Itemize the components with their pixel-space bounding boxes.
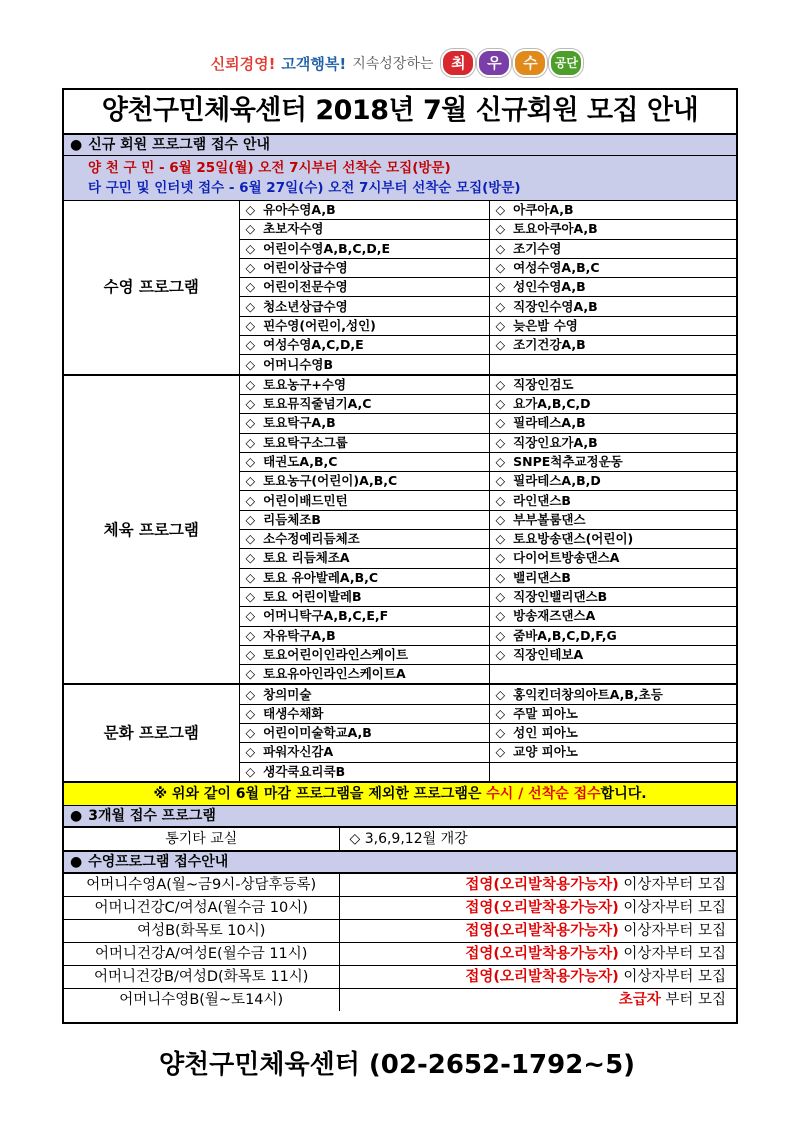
program-item <box>489 626 736 645</box>
diamond-icon: ◇ <box>495 550 506 566</box>
swim-class-name: 어머니건강B/여성D(화목토 11시) <box>64 965 339 988</box>
diamond-icon: ◇ <box>495 646 506 662</box>
diamond-icon: ◇ <box>245 396 256 412</box>
diamond-icon: ◇ <box>495 531 506 547</box>
table-row <box>64 896 736 919</box>
table-row <box>64 919 736 942</box>
slogan-part1: 신뢰경영! <box>210 54 276 73</box>
swim-requirement-level: 접영(오리발착용가능자) <box>465 876 619 893</box>
diamond-icon: ◇ <box>245 531 256 547</box>
program-item <box>489 336 736 355</box>
program-item-label: 여성수영A,B,C <box>513 260 600 276</box>
swim-requirement-suffix: 부터 모집 <box>660 991 726 1008</box>
section1-heading <box>64 135 736 156</box>
diamond-icon: ◇ <box>245 434 256 450</box>
swim-class-name: 어머니건강C/여성A(월수금 10시) <box>64 896 339 919</box>
program-item-label: 토요 리듬체조A <box>263 550 350 566</box>
program-item <box>489 239 736 258</box>
swim-requirement-suffix: 이상자부터 모집 <box>618 876 726 893</box>
program-item <box>239 762 489 781</box>
program-item <box>489 258 736 277</box>
swim-requirement <box>339 942 736 965</box>
swim-requirement-level: 접영(오리발착용가능자) <box>465 922 619 939</box>
program-item <box>239 316 489 335</box>
diamond-icon: ◇ <box>495 492 506 508</box>
program-item <box>239 278 489 297</box>
program-category: 문화 프로그램 <box>64 684 239 781</box>
program-item <box>489 549 736 568</box>
swim-requirement <box>339 919 736 942</box>
swim-requirement-level: 접영(오리발착용가능자) <box>465 945 619 962</box>
slogan-part2: 고객행복! <box>281 54 347 73</box>
diamond-icon: ◇ <box>495 454 506 469</box>
program-item <box>489 375 736 395</box>
program-item <box>489 297 736 316</box>
program-item <box>239 607 489 626</box>
program-item-label: 교양 피아노 <box>513 744 578 760</box>
program-item <box>489 220 736 239</box>
diamond-icon: ◇ <box>495 376 506 392</box>
program-item <box>489 665 736 685</box>
swim-registration-table <box>64 873 736 1011</box>
program-item <box>489 491 736 510</box>
program-item <box>489 510 736 529</box>
program-item <box>239 258 489 277</box>
page-title: 양천구민체육센터 2018년 7월 신규회원 모집 안내 <box>64 90 736 135</box>
diamond-icon: ◇ <box>245 725 256 741</box>
diamond-icon: ◇ <box>245 744 256 760</box>
program-item-label: 핀수영(어린이,성인) <box>263 317 376 333</box>
program-item-label: 창의미술 <box>263 686 312 702</box>
diamond-icon: ◇ <box>245 686 256 702</box>
program-item-label: 토요탁구A,B <box>263 415 336 431</box>
program-item <box>239 472 489 491</box>
diamond-icon: ◇ <box>245 260 256 276</box>
diamond-icon: ◇ <box>245 317 256 333</box>
program-item-label: 토요탁구소그룹 <box>263 434 348 450</box>
table-row <box>64 201 736 220</box>
swim-requirement <box>339 873 736 896</box>
program-item-label: SNPE척추교정운동 <box>513 454 623 469</box>
diamond-icon: ◇ <box>245 763 256 779</box>
program-item-label: 주말 피아노 <box>513 705 578 721</box>
program-item <box>489 724 736 743</box>
section3-heading <box>64 806 736 827</box>
diamond-icon: ◇ <box>495 473 506 489</box>
quarterly-program-name: 통기타 교실 <box>64 827 339 850</box>
program-item-label: 파워자신감A <box>263 744 334 760</box>
program-table <box>64 201 736 782</box>
bullet-icon: ● <box>70 807 83 824</box>
program-item <box>239 568 489 587</box>
table-row <box>64 873 736 896</box>
program-item-label: 직장인밸리댄스B <box>513 589 608 605</box>
table-row <box>64 827 736 850</box>
swim-class-name: 여성B(화목토 10시) <box>64 919 339 942</box>
program-item-label: 토요아쿠아A,B <box>513 221 598 237</box>
bullet-icon: ● <box>70 853 83 870</box>
program-item-label: 토요방송댄스(어린이) <box>513 531 634 547</box>
program-item-label: 요가A,B,C,D <box>513 396 591 412</box>
table-row <box>64 942 736 965</box>
program-item-label: 줌바A,B,C,D,F,G <box>513 627 617 643</box>
program-item <box>239 645 489 664</box>
section4-heading <box>64 851 736 873</box>
program-item <box>239 452 489 471</box>
table-row <box>64 375 736 395</box>
program-item <box>239 743 489 762</box>
program-item-label: 유아수영A,B <box>263 202 336 218</box>
diamond-icon: ◇ <box>245 569 256 585</box>
program-item <box>489 452 736 471</box>
program-item-label: 아쿠아A,B <box>513 202 574 218</box>
program-item <box>489 278 736 297</box>
swim-requirement-suffix: 이상자부터 모집 <box>618 922 726 939</box>
program-item-label: 조기수영 <box>513 240 562 256</box>
program-item-label: 어머니수영B <box>263 356 334 372</box>
program-item <box>239 433 489 452</box>
program-category: 수영 프로그램 <box>64 201 239 375</box>
program-item <box>239 201 489 220</box>
table-row <box>64 684 736 704</box>
swim-requirement <box>339 988 736 1011</box>
schedule-others: 타 구민 및 인터넷 접수 - 6월 27일(수) 오전 7시부터 선착순 모집(방문) <box>88 180 521 196</box>
diamond-icon: ◇ <box>245 202 256 218</box>
program-item-label: 어린이수영A,B,C,D,E <box>263 240 391 256</box>
swim-class-name: 어머니수영B(월~토14시) <box>64 988 339 1011</box>
program-item <box>489 414 736 433</box>
footer-contact: 양천구민체육센터 (02-2652-1792~5) <box>158 1050 636 1080</box>
program-item-label: 여성수영A,C,D,E <box>263 337 364 353</box>
diamond-icon: ◇ <box>495 337 506 353</box>
program-category: 체육 프로그램 <box>64 375 239 685</box>
diamond-icon: ◇ <box>245 240 256 256</box>
diamond-icon: ◇ <box>495 608 506 624</box>
program-item-label: 토요 유아발레A,B,C <box>263 569 379 585</box>
swim-requirement <box>339 965 736 988</box>
swim-class-name: 어머니건강A/여성E(월수금 11시) <box>64 942 339 965</box>
program-item-label: 태생수채화 <box>263 705 324 721</box>
program-item-label: 직장인검도 <box>513 376 574 392</box>
program-item-label: 늦은밤 수영 <box>513 317 578 333</box>
diamond-icon: ◇ <box>495 744 506 760</box>
program-item-label: 소수정예리듬체조 <box>263 531 360 547</box>
slogan-part3: 지속성장하는 <box>352 56 434 72</box>
program-item-label: 조기건강A,B <box>513 337 586 353</box>
diamond-icon: ◇ <box>495 317 506 333</box>
program-item-label: 직장인요가A,B <box>513 434 598 450</box>
logo-char-2: 우 <box>477 49 511 77</box>
program-item <box>489 704 736 723</box>
program-item <box>239 724 489 743</box>
program-item-label: 토요농구+수영 <box>263 376 347 392</box>
program-item <box>239 626 489 645</box>
swim-requirement-level: 접영(오리발착용가능자) <box>465 968 619 985</box>
program-item-label: 성인수영A,B <box>513 279 586 295</box>
diamond-icon: ◇ <box>245 221 256 237</box>
swim-requirement-suffix: 이상자부터 모집 <box>618 899 726 916</box>
program-item <box>239 239 489 258</box>
table-row <box>64 965 736 988</box>
diamond-icon: ◇ <box>495 434 506 450</box>
program-item <box>239 414 489 433</box>
diamond-icon: ◇ <box>495 298 506 314</box>
best-agency-logo <box>441 49 583 77</box>
diamond-icon: ◇ <box>495 511 506 527</box>
program-item <box>489 607 736 626</box>
open-registration-notice <box>64 782 736 806</box>
notice-frame <box>62 88 738 1024</box>
diamond-icon: ◇ <box>245 550 256 566</box>
program-item-label: 리듬체조B <box>263 511 321 527</box>
swim-requirement-level: 초급자 <box>618 991 661 1008</box>
program-item <box>489 433 736 452</box>
diamond-icon: ◇ <box>495 725 506 741</box>
program-item-label: 어머니탁구A,B,C,E,F <box>263 608 389 624</box>
quarterly-program-table <box>64 827 736 851</box>
notice2-post: 합니다. <box>600 785 647 802</box>
swim-requirement <box>339 896 736 919</box>
program-item-label: 토요 어린이발레B <box>263 589 362 605</box>
swim-class-name: 어머니수영A(월~금9시-상담후등록) <box>64 873 339 896</box>
diamond-icon: ◇ <box>495 240 506 256</box>
slogan <box>0 48 794 78</box>
program-item-label: 어린이전문수영 <box>263 279 348 295</box>
program-item-label: 방송재즈댄스A <box>513 608 596 624</box>
diamond-icon: ◇ <box>495 396 506 412</box>
diamond-icon: ◇ <box>495 705 506 721</box>
program-item-label: 부부볼룸댄스 <box>513 511 586 527</box>
diamond-icon: ◇ <box>495 569 506 585</box>
program-item-label: 어린이상급수영 <box>263 260 348 276</box>
program-item-label: 필라테스A,B <box>513 415 586 431</box>
diamond-icon: ◇ <box>245 511 256 527</box>
registration-schedule <box>64 156 736 201</box>
program-item-label: 자유탁구A,B <box>263 627 336 643</box>
program-item <box>489 568 736 587</box>
table-row <box>64 988 736 1011</box>
diamond-icon: ◇ <box>495 627 506 643</box>
program-item-label: 라인댄스B <box>513 492 571 508</box>
program-item <box>489 530 736 549</box>
diamond-icon: ◇ <box>245 705 256 721</box>
bullet-icon: ● <box>70 137 83 153</box>
diamond-icon: ◇ <box>495 415 506 431</box>
program-item <box>489 684 736 704</box>
program-item-label: 다이어트방송댄스A <box>513 550 620 566</box>
program-item <box>489 743 736 762</box>
diamond-icon: ◇ <box>245 298 256 314</box>
program-item <box>239 587 489 606</box>
program-item-label: 토요농구(어린이)A,B,C <box>263 473 398 489</box>
program-item <box>239 297 489 316</box>
program-item <box>239 491 489 510</box>
diamond-icon: ◇ <box>495 589 506 605</box>
program-item <box>489 201 736 220</box>
program-item <box>239 336 489 355</box>
quarterly-program-schedule: ◇ 3,6,9,12월 개강 <box>339 827 736 850</box>
diamond-icon: ◇ <box>495 279 506 295</box>
program-item <box>489 645 736 664</box>
program-item <box>239 549 489 568</box>
program-item-label: 밸리댄스B <box>513 569 571 585</box>
program-item-label: 토요어린이인라인스케이트 <box>263 646 409 662</box>
diamond-icon: ◇ <box>245 473 256 489</box>
program-item <box>489 394 736 413</box>
program-item-label: 태권도A,B,C <box>263 454 338 469</box>
program-item <box>239 355 489 375</box>
program-item-label: 성인 피아노 <box>513 725 578 741</box>
swim-requirement-level: 접영(오리발착용가능자) <box>465 899 619 916</box>
program-item-label: 토요뮤직줄넘기A,C <box>263 396 372 412</box>
program-item-label: 직장인수영A,B <box>513 298 598 314</box>
program-item <box>239 704 489 723</box>
program-item <box>239 665 489 685</box>
program-item-label: 초보자수영 <box>263 221 324 237</box>
program-item <box>239 375 489 395</box>
diamond-icon: ◇ <box>495 260 506 276</box>
program-item <box>239 394 489 413</box>
logo-char-1: 최 <box>441 49 475 77</box>
section3-heading-text: 3개월 접수 프로그램 <box>88 807 216 824</box>
logo-char-3: 수 <box>513 49 547 77</box>
notice2-red: 수시 / 선착순 접수 <box>486 785 601 802</box>
section1-heading-text: 신규 회원 프로그램 접수 안내 <box>88 137 271 153</box>
diamond-icon: ◇ <box>495 221 506 237</box>
section4-heading-text: 수영프로그램 접수안내 <box>88 853 229 870</box>
program-item <box>239 510 489 529</box>
diamond-icon: ◇ <box>245 646 256 662</box>
diamond-icon: ◇ <box>245 279 256 295</box>
program-item <box>489 587 736 606</box>
program-item-label: 필라테스A,B,D <box>513 473 601 489</box>
diamond-icon: ◇ <box>245 415 256 431</box>
program-item-label: 토요유아인라인스케이트A <box>263 666 406 682</box>
swim-requirement-suffix: 이상자부터 모집 <box>618 945 726 962</box>
program-item-label: 청소년상급수영 <box>263 298 348 314</box>
program-item <box>489 762 736 781</box>
program-item-label: 직장인테보A <box>513 646 584 662</box>
diamond-icon: ◇ <box>245 589 256 605</box>
program-item <box>489 316 736 335</box>
schedule-residents: 양 천 구 민 - 6월 25일(월) 오전 7시부터 선착순 모집(방문) <box>88 160 451 176</box>
diamond-icon: ◇ <box>245 492 256 508</box>
diamond-icon: ◇ <box>245 627 256 643</box>
logo-char-4: 공단 <box>549 49 583 77</box>
program-item <box>489 355 736 375</box>
program-item-label: 어린이배드민턴 <box>263 492 348 508</box>
program-item <box>239 220 489 239</box>
diamond-icon: ◇ <box>245 376 256 392</box>
diamond-icon: ◇ <box>245 337 256 353</box>
swim-requirement-suffix: 이상자부터 모집 <box>618 968 726 985</box>
program-item <box>239 530 489 549</box>
diamond-icon: ◇ <box>245 666 256 682</box>
program-item-label: 어린이미술학교A,B <box>263 725 372 741</box>
program-item-label: 홍익킨더창의아트A,B,초등 <box>513 686 663 702</box>
diamond-icon: ◇ <box>245 454 256 469</box>
program-item <box>239 684 489 704</box>
diamond-icon: ◇ <box>245 356 256 372</box>
diamond-icon: ◇ <box>495 202 506 218</box>
diamond-icon: ◇ <box>495 686 506 702</box>
diamond-icon: ◇ <box>245 608 256 624</box>
notice2-pre: ※ 위와 같이 6월 마감 프로그램을 제외한 프로그램은 <box>153 785 487 802</box>
program-item-label: 생각쿡요리쿡B <box>263 763 346 779</box>
program-item <box>489 472 736 491</box>
